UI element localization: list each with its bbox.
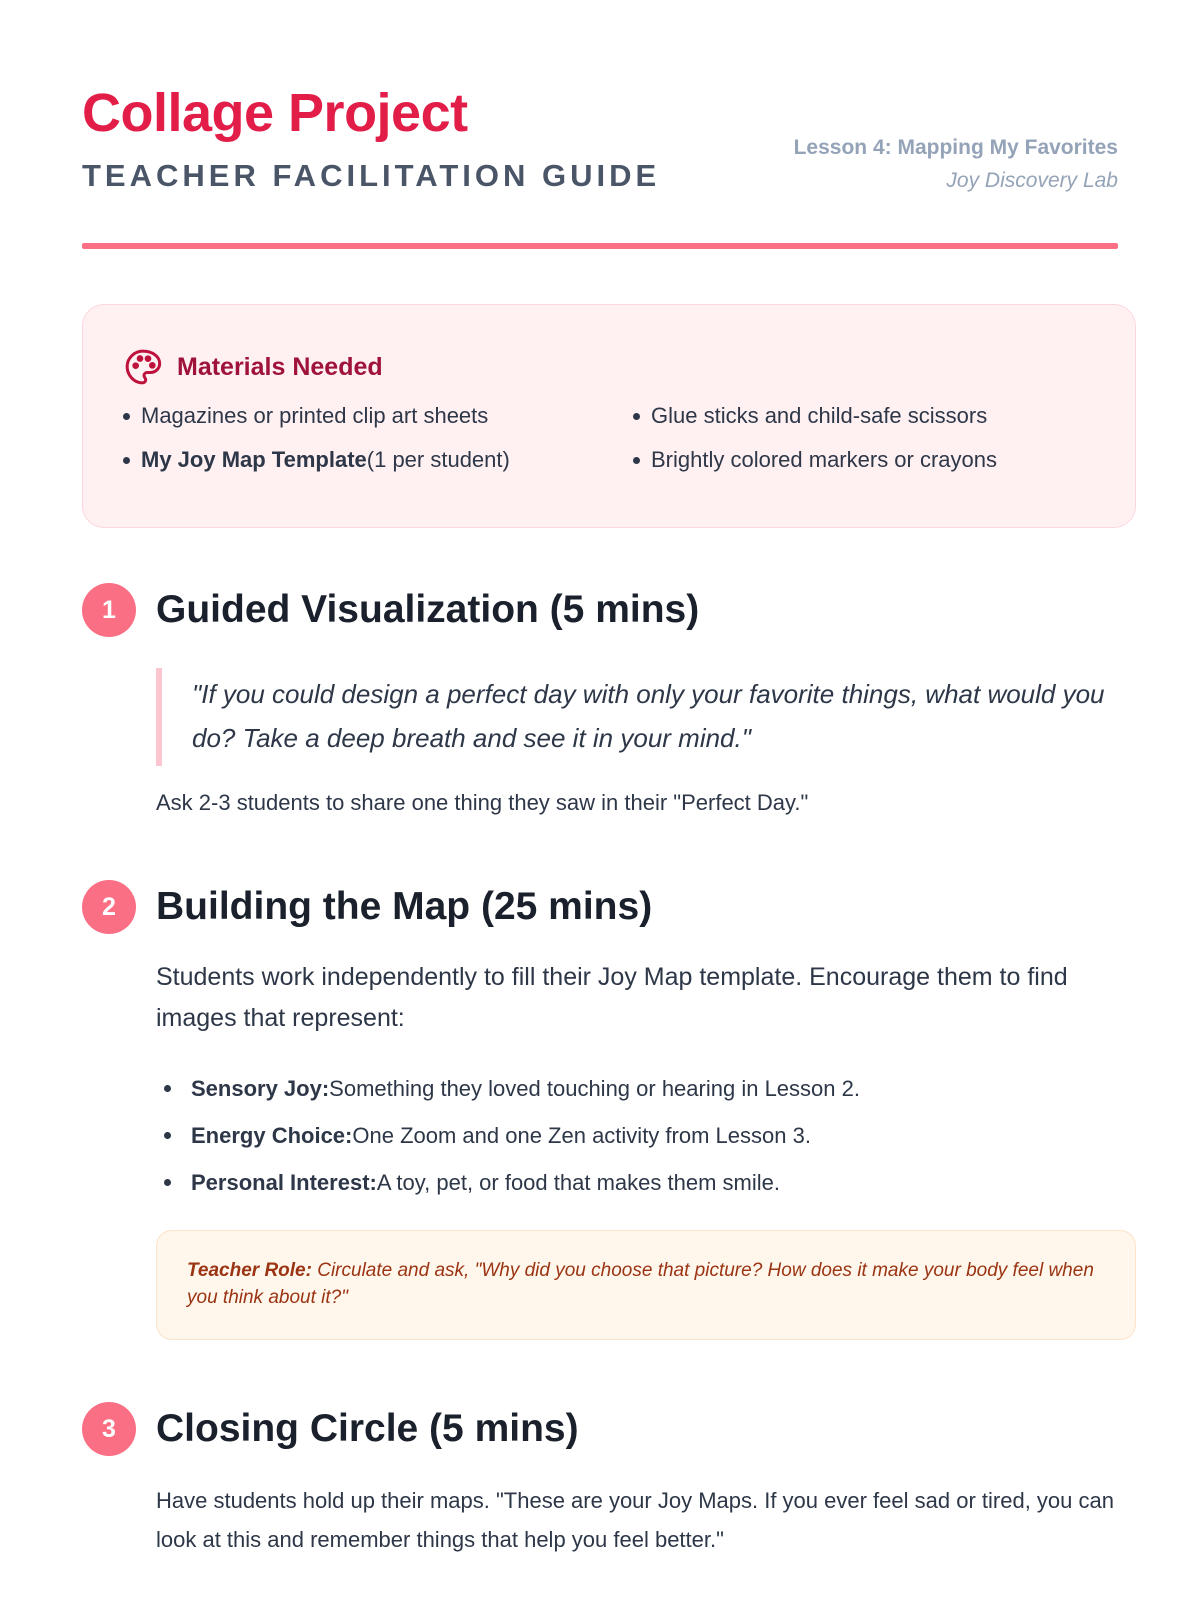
materials-item	[123, 447, 633, 473]
header-divider	[82, 243, 1118, 249]
lab-name: Joy Discovery Lab	[946, 169, 1118, 192]
list-item-text: A toy, pet, or food that makes them smile.	[376, 1169, 780, 1195]
list-item-label: Energy Choice:	[191, 1122, 353, 1148]
visualization-quote: "If you could design a perfect day with only your favorite things, what would you do? Take a deep breath and see it in your mind."	[156, 668, 1136, 766]
materials-item-text: (1 per student)	[366, 447, 510, 472]
step-instruction: Ask 2-3 students to share one thing they saw in their "Perfect Day."	[156, 790, 809, 815]
step-header	[82, 879, 1136, 935]
bullet-dot	[164, 1085, 171, 1092]
step-building-the-map	[82, 879, 1136, 1340]
step-closing-circle	[82, 1401, 1136, 1559]
materials-list	[123, 403, 1095, 473]
palette-icon	[123, 347, 163, 387]
materials-item-text: Magazines or printed clip art sheets	[141, 403, 489, 428]
list-item	[156, 1159, 1136, 1206]
list-item-text: One Zoom and one Zen activity from Lesson 3.	[352, 1122, 811, 1148]
step-closing-text: Have students hold up their maps. "These are your Joy Maps. If you ever feel sad or tired, you can look at this and remember things that help you feel better."	[156, 1488, 1114, 1552]
step-guided-visualization	[82, 582, 1136, 820]
step-body	[156, 668, 1136, 820]
step-number-badge: 3	[82, 1402, 136, 1456]
materials-item-text: Brightly colored markers or crayons	[651, 447, 998, 472]
list-item-text: Something they loved touching or hearing in Lesson 2.	[329, 1075, 860, 1101]
materials-item	[633, 403, 1093, 429]
document-header	[82, 0, 1118, 252]
step-body	[156, 1481, 1136, 1559]
list-item	[156, 1065, 1136, 1112]
lesson-title: Lesson 4: Mapping My Favorites	[793, 136, 1118, 159]
list-item-label: Sensory Joy:	[191, 1075, 330, 1101]
step-title: Guided Visualization (5 mins)	[156, 588, 700, 631]
materials-header	[123, 345, 1095, 389]
bullet-dot	[123, 413, 130, 420]
step-header	[82, 1401, 1136, 1457]
materials-item	[123, 403, 633, 429]
step-number-badge: 2	[82, 880, 136, 934]
step-body	[156, 957, 1136, 1340]
page-title: Collage Project	[82, 83, 468, 143]
joy-categories-list	[156, 1065, 1136, 1206]
materials-item-bold: My Joy Map Template	[141, 447, 367, 472]
bullet-dot	[123, 457, 130, 464]
step-title: Closing Circle (5 mins)	[156, 1407, 579, 1450]
page-subtitle: TEACHER FACILITATION GUIDE	[82, 158, 661, 193]
list-item	[156, 1112, 1136, 1159]
materials-box	[82, 304, 1136, 528]
step-title: Building the Map (25 mins)	[156, 885, 653, 928]
materials-item	[633, 447, 1093, 473]
lesson-meta	[794, 136, 1118, 193]
step-number-badge: 1	[82, 583, 136, 637]
step-lead-text: Students work independently to fill their Joy Map template. Encourage them to find images that represent:	[156, 963, 1068, 1032]
teacher-role-label: Teacher Role:	[187, 1260, 312, 1281]
bullet-dot	[633, 413, 640, 420]
list-item-label: Personal Interest:	[191, 1169, 377, 1195]
bullet-dot	[164, 1179, 171, 1186]
materials-item-text: Glue sticks and child-safe scissors	[651, 403, 988, 428]
bullet-dot	[633, 457, 640, 464]
teacher-role-text: Circulate and ask, "Why did you choose that picture? How does it make your body feel when you think about it?"	[187, 1260, 1094, 1308]
step-header	[82, 582, 1136, 638]
teacher-role-callout	[156, 1230, 1136, 1340]
materials-title: Materials Needed	[177, 352, 383, 381]
bullet-dot	[164, 1132, 171, 1139]
